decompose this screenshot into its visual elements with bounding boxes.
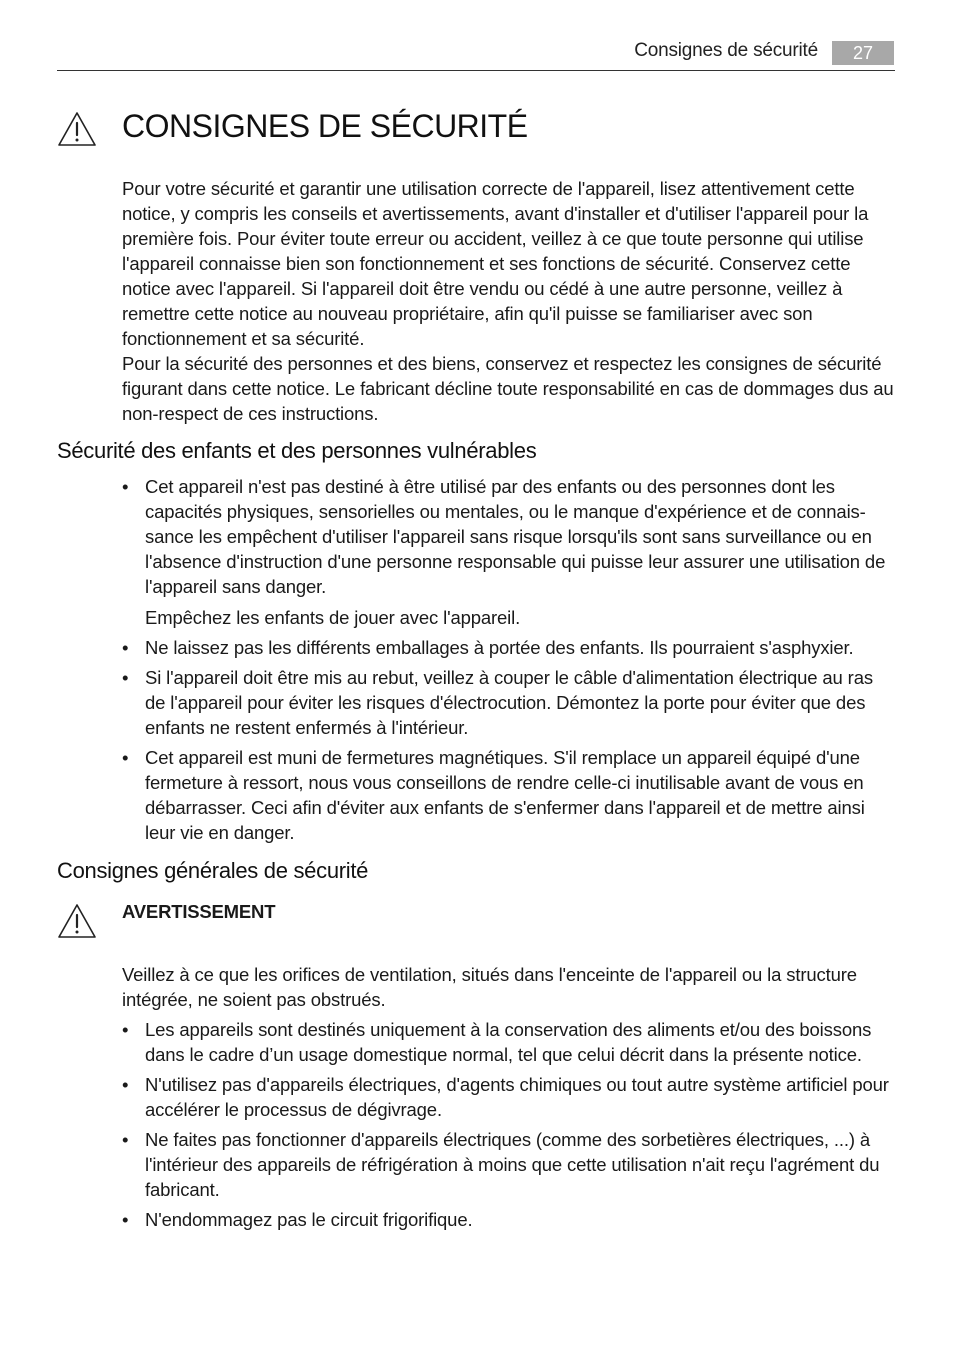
list-item bbox=[122, 1072, 896, 1122]
running-header: Consignes de sécurité bbox=[634, 40, 818, 61]
list-item-note: Empêchez les enfants de jouer avec l'appareil. bbox=[145, 607, 521, 628]
list-item-text: N'endommagez pas le circuit frigorifique. bbox=[145, 1209, 473, 1230]
intro-paragraph: Pour votre sécurité et garantir une utilisation correcte de l'appareil, lisez attentivement cette notice, y compris les conseils et avertissements, avant d'installer et d'utiliser l'appareil pour la première fois. Pour éviter toute erreur ou accident, veillez à ce que toute personne qui utilise l'appareil connaisse bien son fonctionnement et ses fonctions de sécurité. Conservez cette notice avec l'appareil. Si l'appareil doit être vendu ou cédé à une autre personne, veillez à remettre cette notice au nouveau propriétaire, afin qu'il puisse se familiariser avec son fonctionnement et sa sécurité. bbox=[122, 178, 869, 349]
list-item-text: Cet appareil est muni de fermetures magnétiques. S'il remplace un appareil équipé d'une fermeture à ressort, nous vous conseillons de rendre celle-ci inutilisable avant de vous en débarrasser. Ceci afin d'éviter aux enfants de s'enfermer dans l'appareil et de mettre ainsi leur vie en danger. bbox=[145, 747, 865, 843]
page-number: 27 bbox=[832, 41, 894, 65]
header-divider bbox=[57, 70, 895, 71]
intro-text bbox=[122, 176, 896, 426]
section-heading-children: Sécurité des enfants et des personnes vulnérables bbox=[57, 438, 537, 463]
section-heading-general: Consignes générales de sécurité bbox=[57, 858, 369, 883]
general-text bbox=[122, 962, 896, 1237]
list-item-text: Si l'appareil doit être mis au rebut, veillez à couper le câble d'alimentation électrique au ras de l'appareil pour éviter les risques d'électrocution. Démontez la porte pour éviter que des enfants ne restent enfermés à l'intérieur. bbox=[145, 667, 873, 738]
list-item-text: N'utilisez pas d'appareils électriques, d'agents chimiques ou tout autre système artificiel pour accélérer le processus de dégivrage. bbox=[145, 1074, 889, 1120]
warning-label: AVERTISSEMENT bbox=[122, 901, 276, 922]
list-item bbox=[122, 474, 896, 599]
list-item bbox=[122, 1207, 896, 1232]
intro-paragraph: Pour la sécurité des personnes et des biens, conservez et respectez les consignes de sécurité figurant dans cette notice. Le fabricant décline toute responsabilité en cas de dommages dus au non-respect de ces instructions. bbox=[122, 353, 894, 424]
list-item bbox=[122, 1127, 896, 1202]
list-item-text: Ne laissez pas les différents emballages à portée des enfants. Ils pourraient s'asphyxier. bbox=[145, 637, 854, 658]
list-item-text: Ne faites pas fonctionner d'appareils électriques (comme des sorbetières électriques, ...) à l'intérieur des appareils de réfrigération à moins que cette utilisation n'ait reçu l'agrément du fabricant. bbox=[145, 1129, 880, 1200]
list-item bbox=[122, 1017, 896, 1067]
warning-triangle-icon bbox=[57, 903, 97, 939]
children-list bbox=[122, 474, 896, 850]
page-title: CONSIGNES DE SÉCURITÉ bbox=[122, 108, 528, 144]
general-intro: Veillez à ce que les orifices de ventilation, situés dans l'enceinte de l'appareil ou la structure intégrée, ne soient pas obstrués. bbox=[122, 964, 857, 1010]
list-item bbox=[122, 665, 896, 740]
list-item bbox=[122, 745, 896, 845]
list-item-text: Les appareils sont destinés uniquement à la conservation des aliments et/ou des boissons dans le cadre d’un usage domestique normal, tel que celui décrit dans la présente notice. bbox=[145, 1019, 872, 1065]
list-item bbox=[122, 635, 896, 660]
warning-triangle-icon bbox=[57, 111, 97, 147]
list-item-text: Cet appareil n'est pas destiné à être utilisé par des enfants ou des personnes dont les capacités physiques, sensorielles ou mentales, ou le manque d'expérience et de connaissance les empêchent d'utiliser l'appareil sans risque lorsqu'ils sont sans surveillance ou en l'absence d'instruction d'une personne responsable qui puisse leur assurer une utilisation de l'appareil sans danger. bbox=[145, 476, 886, 597]
